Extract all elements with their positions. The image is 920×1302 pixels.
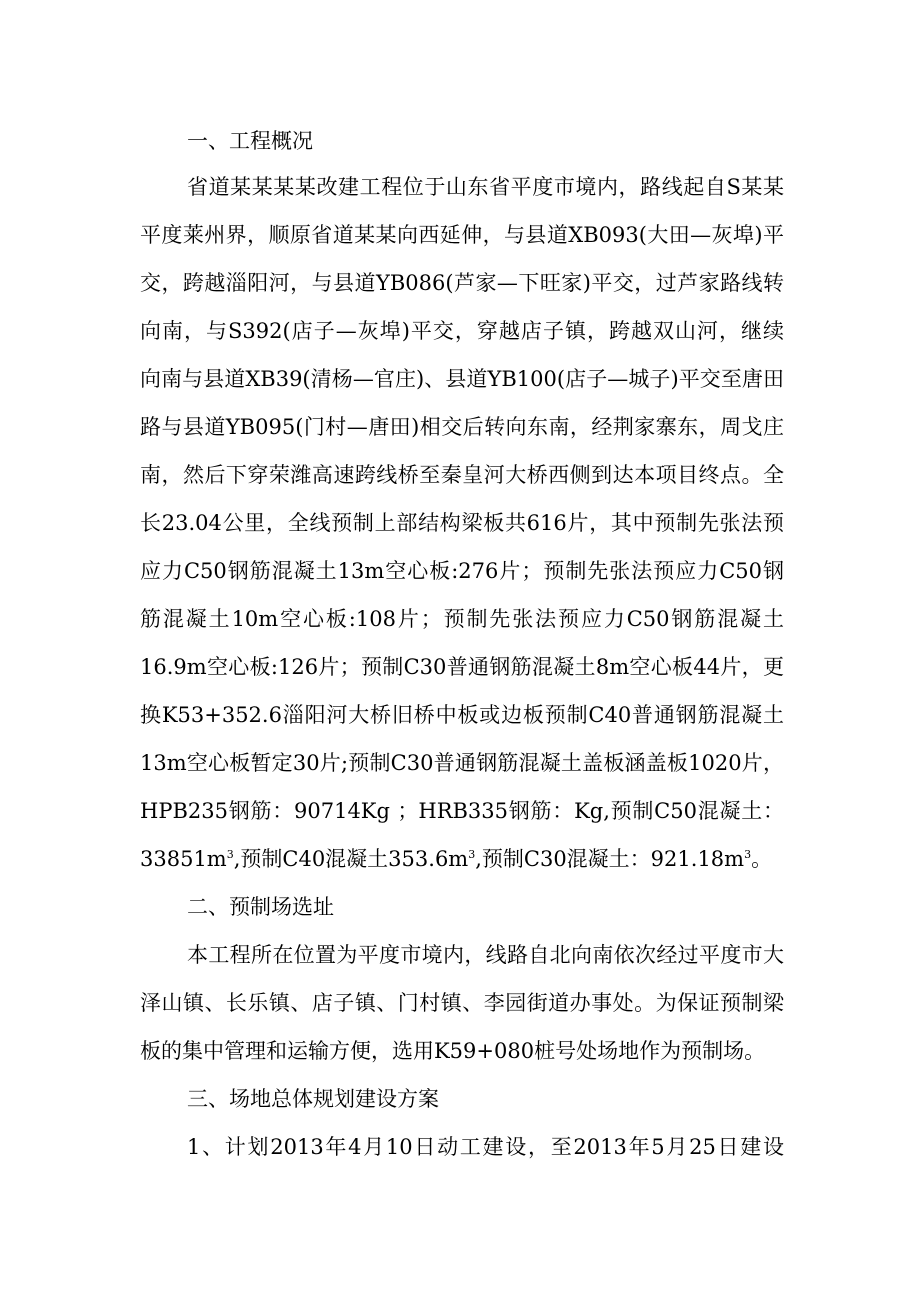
text-fragment: 33851m [140,847,227,871]
text-line: 泽山镇、长乐镇、店子镇、门村镇、李园街道办事处。为保证预制梁 [140,991,784,1015]
paragraph-line [0,405,920,449]
text-line: 路与县道YB095(门村—唐田)相交后转向东南，经荆家寨东，周戈庄 [140,415,784,439]
paragraph-line [0,1125,920,1169]
paragraph-line [0,1029,920,1073]
text-line: 向南，与S392(店子—灰埠)平交，穿越店子镇，跨越双山河，继续 [140,319,784,343]
paragraph-line [0,549,920,593]
heading-text: 二、预制场选址 [187,895,334,919]
text-line: 应力C50钢筋混凝土13m空心板:276片；预制先张法预应力C50钢 [140,559,784,583]
paragraph-line [0,933,920,977]
text-line: 南，然后下穿荣潍高速跨线桥至秦皇河大桥西侧到达本项目终点。全 [140,463,784,487]
superscript: 3 [468,848,476,861]
text-line: HPB235钢筋：90714Kg ；HRB335钢筋：Kg,预制C50混凝土： [140,799,784,823]
text-line: 长23.04公里，全线预制上部结构梁板共616片，其中预制先张法预 [140,511,784,535]
heading-text: 一、工程概况 [187,129,313,153]
paragraph-line [0,597,920,641]
superscript: 3 [744,848,752,861]
paragraph-line [0,357,920,401]
section-heading [0,119,920,163]
heading-text: 三、场地总体规划建设方案 [187,1087,439,1111]
text-line: 平度莱州界，顺原省道某某向西延伸，与县道XB093(大田—灰埠)平 [140,223,784,247]
paragraph-line [0,165,920,209]
paragraph-line [0,213,920,257]
text-fragment: 。 [751,847,773,871]
paragraph-line [0,789,920,833]
paragraph-line [0,741,920,785]
text-line: 16.9m空心板:126片；预制C30普通钢筋混凝土8m空心板44片，更 [140,655,784,679]
text-line: 换K53+352.6淄阳河大桥旧桥中板或边板预制C40普通钢筋混凝土 [140,703,784,727]
superscript: 3 [226,848,234,861]
text-fragment: ,预制C40混凝土353.6m [233,847,469,871]
section-heading [0,885,920,929]
paragraph-line [0,261,920,305]
paragraph-line [0,309,920,353]
paragraph-line [0,645,920,689]
text-line: 板的集中管理和运输方便，选用K59+080桩号处场地作为预制场。 [140,1039,766,1063]
text-line: 13m空心板暂定30片;预制C30普通钢筋混凝土盖板涵盖板1020片， [140,751,784,775]
paragraph-line [0,981,920,1025]
text-line-last [140,837,772,881]
text-line: 交，跨越淄阳河，与县道YB086(芦家—下旺家)平交，过芦家路线转 [140,271,784,295]
paragraph-line [0,453,920,497]
text-line: 本工程所在位置为平度市境内，线路自北向南依次经过平度市大 [187,943,784,967]
text-fragment: ,预制C30混凝土：921.18m [475,847,745,871]
paragraph-line [0,693,920,737]
text-line: 省道某某某某改建工程位于山东省平度市境内，路线起自S某某 [187,175,784,199]
paragraph-line [0,837,920,881]
text-line: 筋混凝土10m空心板:108片；预制先张法预应力C50钢筋混凝土 [140,607,784,631]
section-heading [0,1077,920,1121]
text-line: 1、计划2013年4月10日动工建设，至2013年5月25日建设 [187,1135,784,1159]
paragraph-line [0,501,920,545]
text-line: 向南与县道XB39(清杨—官庄)、县道YB100(店子—城子)平交至唐田 [140,367,784,391]
